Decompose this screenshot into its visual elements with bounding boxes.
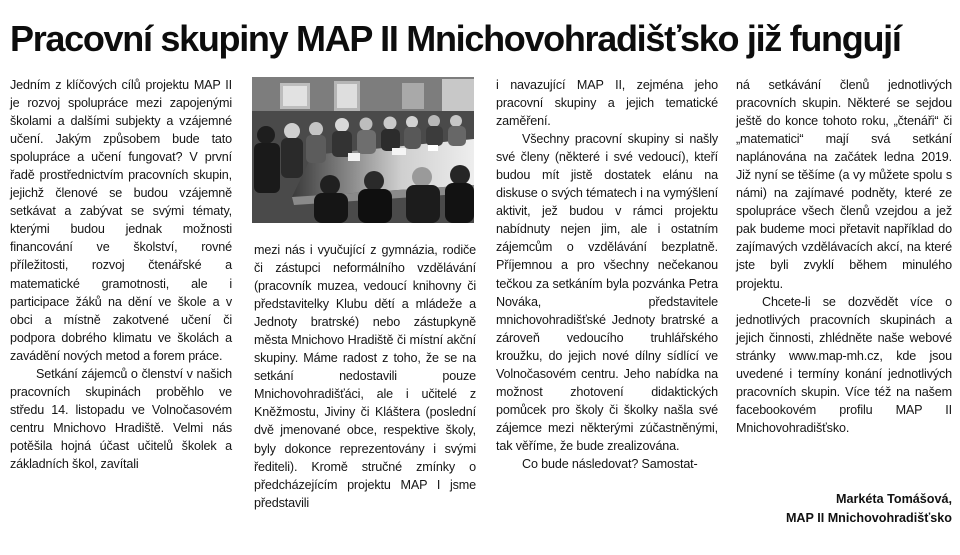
meeting-photo [252,77,474,223]
paragraph: mezi nás i vyučující z gymnázia, rodiče či zástupci neformálního vzdělávání (pracovník muzea, vedoucí knihovny či představitelky Klubu dětí a mládeže a Jednoty bratrské) nebo zástupkyně města Mnichovo Hradiště či místní akční skupiny. Máme radost z toho, že se na setkání nedostavili pouze Mnichovohradišťáci, ale i učitelé z Kněžmostu, Jiviny či Kláštera (poslední dvě jmenované obce, respektive školy, byly dokonce reprezentovány i svými řediteli). Kromě stručné zmínky o předcházejícím projektu MAP I jsme představili [254,243,476,510]
text-column-1 [10,76,232,473]
paragraph: Co bude následovat? Samostat- [522,456,698,471]
paragraph: Setkání zájemců o členství v našich pracovních skupinách proběhlo ve středu 14. listopadu ve Volnočasovém centru Mnichovo Hradiště. Velmi nás potěšila hojná účast učitelů školek a základních škol, zavítali [10,366,232,471]
article-headline: Pracovní skupiny MAP II Mnichovohradišťsko již fungují [10,18,901,59]
author-name: Markéta Tomášová, [836,492,952,506]
paragraph: Jedním z klíčových cílů projektu MAP II je rozvoj spolupráce mezi zapojenými školami a dalšími subjekty a vzájemné učení. Jakým způsobem bude tato spolupráce a učení fungovat? V první řadě prostřednictvím pracovních skupin, jejichž členové se budou vzájemně setkávat a zabývat se svými tématy, kterými budou jednak možnosti financování ve školství, rovné příležitosti, rozvoj čtenářské a matematické gramotnosti, ale i participace žáků na dění ve škole a v obci a místně zakotvené učení či podpora dobrého klimatu ve školách a zavádění nových metod a forem práce. [10,78,232,363]
meeting-photo-image [252,77,474,223]
paragraph: Všechny pracovní skupiny si našly své členy (některé i své vedoucí), kteří budou mít jistě dostatek elánu na diskuse o svých tématech i na vymýšlení aktivit, jež budou v rámci projektu nabídnuty nejen jim, ale i ostatním zájemcům o vzdělávání bezplatně. Příjemnou a pro všechny nečekanou tečkou za setkáním byla pozvánka Petra Nováka, představitele mnichovohradišťské Jednoty bratrské a zároveň vedoucího truhlářského kroužku, do jejich nové dílny sídlící ve Volnočasovém centru. Jeho nabídka na možnost zhotovení didaktických pomůcek pro školy či školky našla své zájemce mezi některými zúčastněnými, tak věříme, že bude zrealizována. [496,132,718,453]
paragraph: ná setkávání členů jednotlivých pracovních skupin. Některé se sejdou ještě do konce tohoto roku, „čtenáři“ či „matematici“ mají svá setkání naplánována na začátek ledna 2019. Již nyní se těšíme (a vy můžete spolu s námi) na zajímavé podněty, které ze spolupráce všech členů vzejdou a jež pak budeme moci přetavit například do zajímavých vzdělávacích akcí, na které jste byli zvyklí během minulého projektu. [736,78,952,291]
text-column-4 [736,76,952,437]
paragraph: i navazující MAP II, zejména jeho pracovní skupiny a jejich tematické zaměření. [496,78,718,129]
author-signature [786,490,952,527]
paragraph: Chcete-li se dozvědět více o jednotlivých pracovních skupinách a jejich činnosti, zhlédněte naše webové stránky www.map-mh.cz, kde jsou uvedené i termíny konání jednotlivých pracovních skupin. Více též na našem facebookovém profilu MAP II Mnichovohradišťsko. [736,294,952,435]
text-column-2 [254,241,476,512]
author-organization: MAP II Mnichovohradišťsko [785,510,952,525]
text-column-3 [496,76,718,473]
